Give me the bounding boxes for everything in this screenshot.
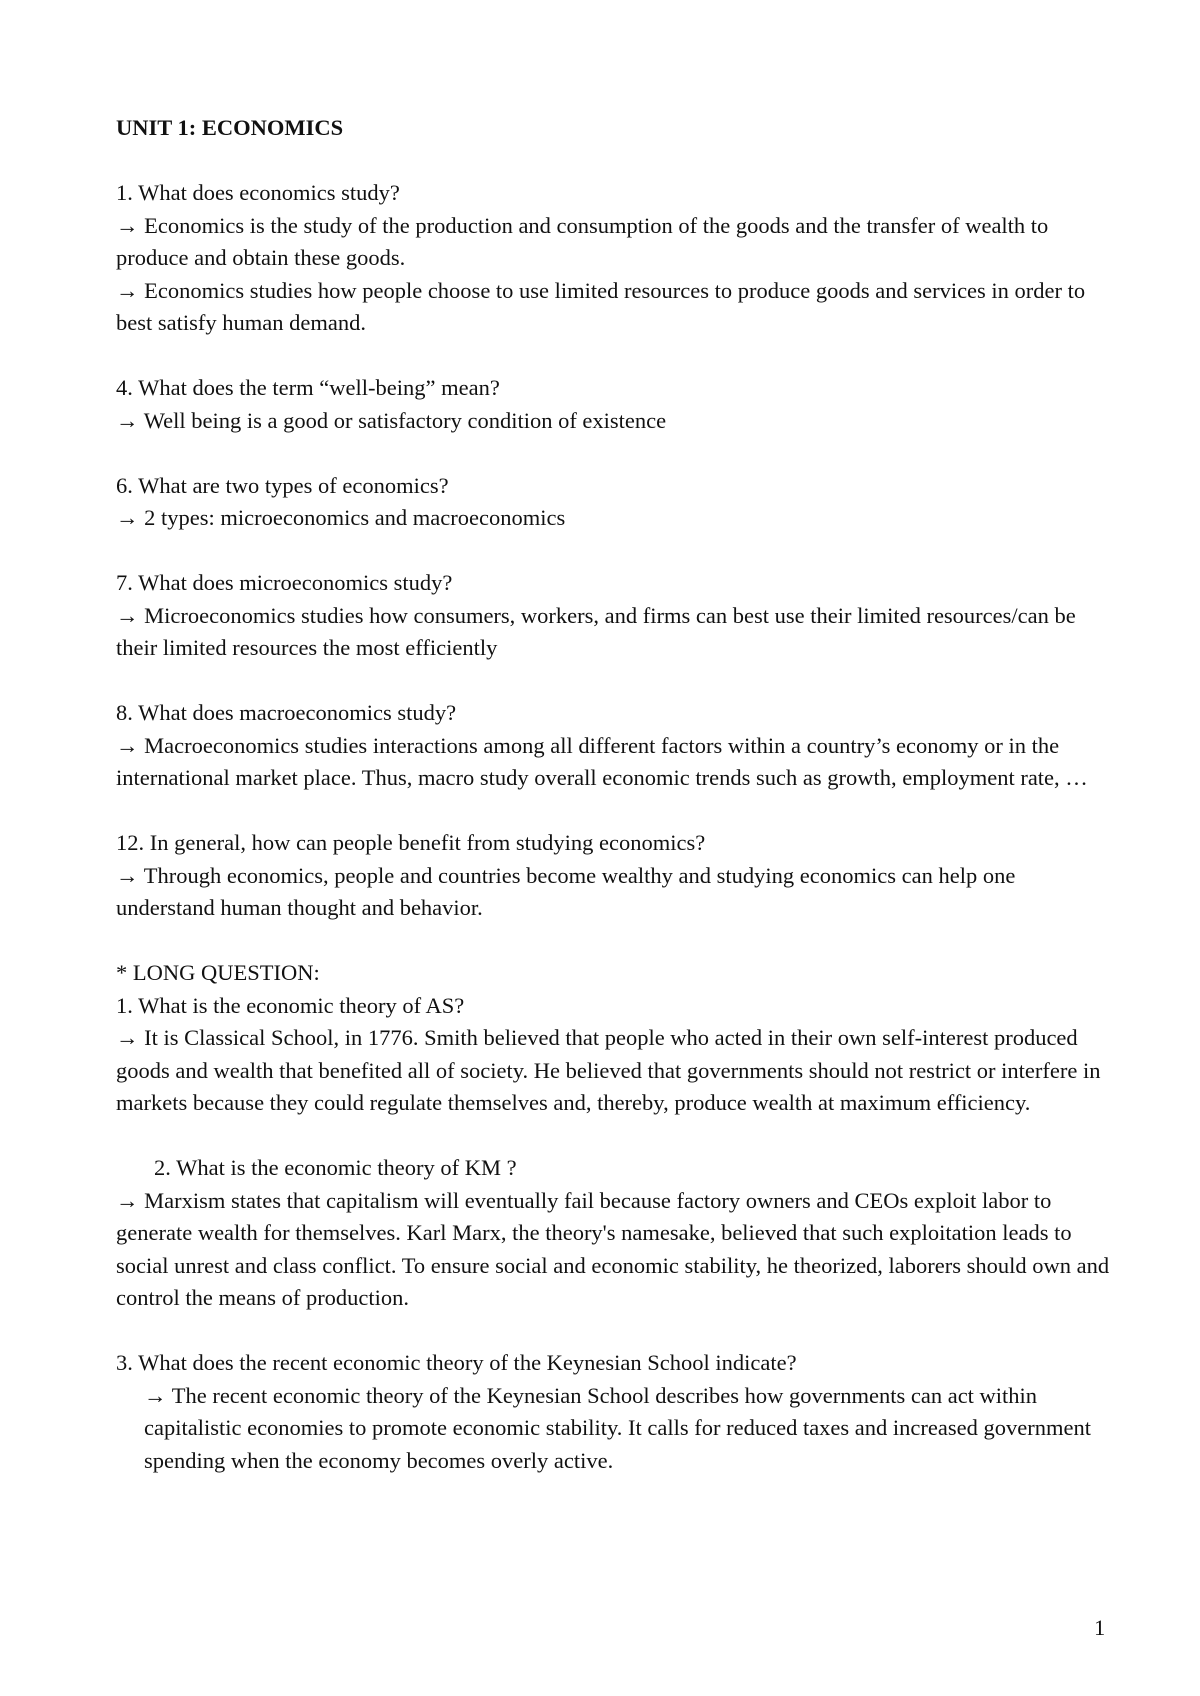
answer: → Through economics, people and countries become wealthy and studying economics can help one understand human thought and behavior. [116, 862, 1016, 920]
answer: → Macroeconomics studies interactions among all different factors within a country’s economy or in the international market place. Thus, macro study overall economic trends such as growth, employment rate, … [116, 732, 1088, 790]
answer: → 2 types: microeconomics and macroeconomics [116, 505, 566, 530]
document-page [116, 112, 1116, 1510]
long-answer: → The recent economic theory of the Keynesian School describes how governments can act within capitalistic economies to promote economic stability. It calls for reduced taxes and increased government spending when the economy becomes overly active. [144, 1382, 1091, 1473]
question: 4. What does the term “well-being” mean? [116, 375, 500, 400]
long-question: 2. What is the economic theory of KM ? [154, 1155, 517, 1180]
answer: → Economics studies how people choose to use limited resources to produce goods and services in order to best satisfy human demand. [116, 277, 1086, 335]
long-answer: → Marxism states that capitalism will eventually fail because factory owners and CEOs exploit labor to generate wealth for themselves. Karl Marx, the theory's namesake, believed that such exploitation leads to social unrest and class conflict. To ensure social and economic stability, he theorized, laborers should own and control the means of production. [116, 1187, 1110, 1310]
answer: → Well being is a good or satisfactory condition of existence [116, 407, 667, 433]
question: 6. What are two types of economics? [116, 472, 449, 498]
page-number: 1 [1094, 1615, 1106, 1640]
answer: → Microeconomics studies how consumers, workers, and firms can best use their limited resources/can be their limited resources the most efficiently [116, 602, 1076, 660]
long-question: 3. What does the recent economic theory of the Keynesian School indicate? [116, 1350, 797, 1375]
long-answer: → It is Classical School, in 1776. Smith believed that people who acted in their own self-interest produced goods and wealth that benefited all of society. He believed that governments should not restrict or interfere in markets because they could regulate themselves and, thereby, produce wealth at maximum efficiency. [116, 1025, 1101, 1115]
long-question-label: * LONG QUESTION: [116, 960, 320, 985]
question-block [116, 567, 1116, 665]
question-block [116, 827, 1116, 925]
question-block [116, 697, 1116, 795]
long-question: 1. What is the economic theory of AS? [116, 992, 465, 1018]
unit-title: UNIT 1: ECONOMICS [116, 115, 344, 140]
long-question-block [116, 957, 1116, 1120]
question: 12. In general, how can people benefit from studying economics? [116, 830, 706, 855]
long-question-block [116, 1347, 1116, 1477]
question-block [116, 177, 1116, 340]
long-question-block [116, 1152, 1116, 1315]
question-block [116, 470, 1116, 535]
question-block [116, 372, 1116, 437]
question: 1. What does economics study? [116, 180, 400, 205]
question: 8. What does macroeconomics study? [116, 700, 457, 725]
answer: → Economics is the study of the production and consumption of the goods and the transfer of wealth to produce and obtain these goods. [116, 212, 1049, 270]
question: 7. What does microeconomics study? [116, 570, 453, 595]
